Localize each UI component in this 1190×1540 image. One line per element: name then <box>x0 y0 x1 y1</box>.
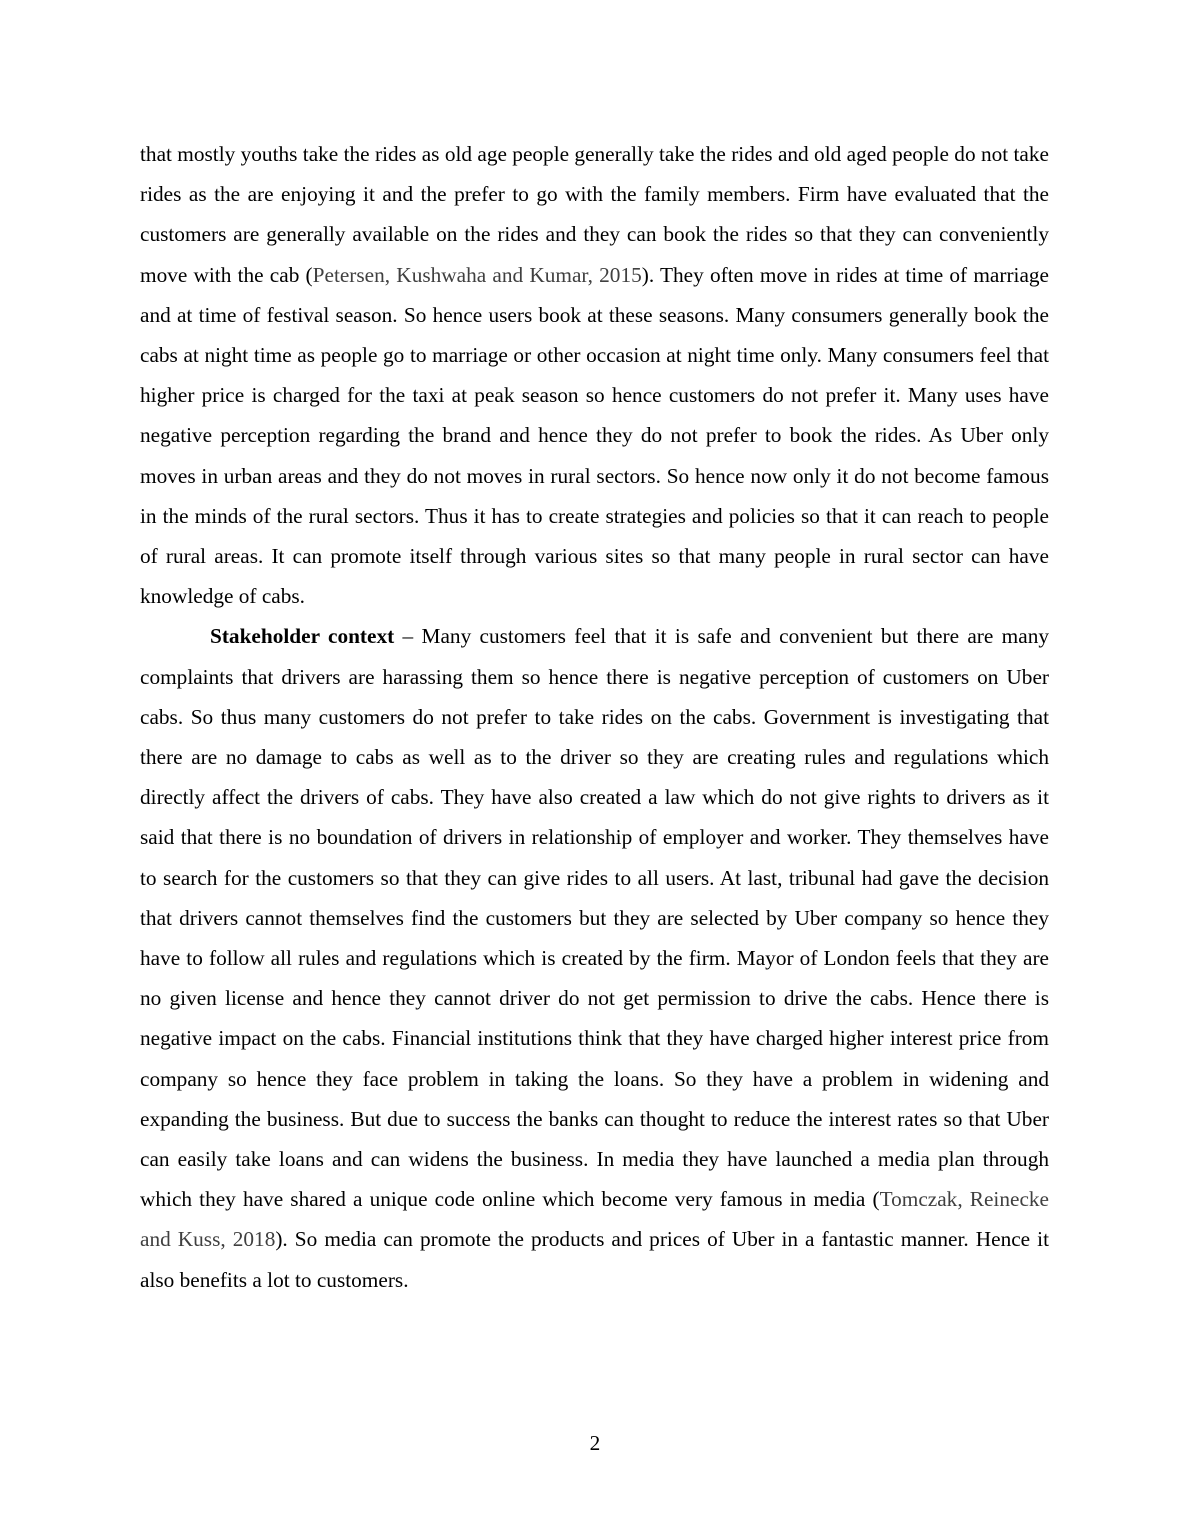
paragraph-customer-context <box>140 134 1049 616</box>
paragraph-text: that mostly youths take the rides as old age people generally take the rides and old aged people do not take rides as the are enjoying it and the prefer to go with the family members. Firm have evaluated that the customers are generally available on the rides and they can book the rides so that they can conveniently move with the cab ( <box>140 142 1049 287</box>
paragraph-stakeholder-context <box>140 616 1049 1299</box>
paragraph-text: ). They often move in rides at time of marriage and at time of festival season. So hence users book at these seasons. Many consumers generally book the cabs at night time as people go to marriage or other occasion at night time only. Many consumers feel that higher price is charged for the taxi at peak season so hence customers do not prefer it. Many uses have negative perception regarding the brand and hence they do not prefer to book the rides. As Uber only moves in urban areas and they do not moves in rural sectors. So hence now only it do not become famous in the minds of the rural sectors. Thus it has to create strategies and policies so that it can reach to people of rural areas. It can promote itself through various sites so that many people in rural sector can have knowledge of cabs. <box>140 262 1050 609</box>
citation-petersen: Petersen, Kushwaha and Kumar, 2015 <box>312 262 642 287</box>
citation-tomczak: Tomczak, Reinecke and Kuss, 2018 <box>140 1187 1049 1252</box>
stakeholder-context-heading: Stakeholder context <box>210 624 395 649</box>
page-number: 2 <box>589 1431 601 1455</box>
body-text <box>140 134 1049 1300</box>
paragraph-text: – Many customers feel that it is safe and convenient but there are many complaints that drivers are harassing them so hence there is negative perception of customers on Uber cabs. So thus many customers do not prefer to take rides on the cabs. Government is investigating that there are no damage to cabs as well as to the driver so they are creating rules and regulations which directly affect the drivers of cabs. They have also created a law which do not give rights to drivers as it said that there is no boundation of drivers in relationship of employer and worker. They themselves have to search for the customers so that they can give rides to all users. At last, tribunal had gave the decision that drivers cannot themselves find the customers but they are selected by Uber company so hence they have to follow all rules and regulations which is created by the firm. Mayor of London feels that they are no given license and hence they cannot driver do not get permission to drive the cabs. Hence there is negative impact on the cabs. Financial institutions think that they have charged higher interest price from company so hence they face problem in taking the loans. So they have a problem in widening and expanding the business. But due to success the banks can thought to reduce the interest rates so that Uber can easily take loans and can widens the business. In media they have launched a media plan through which they have shared a unique code online which become very famous in media ( <box>140 624 1049 1212</box>
paragraph-text: ). So media can promote the products and prices of Uber in a fantastic manner. Hence it also benefits a lot to customers. <box>140 1227 1049 1292</box>
